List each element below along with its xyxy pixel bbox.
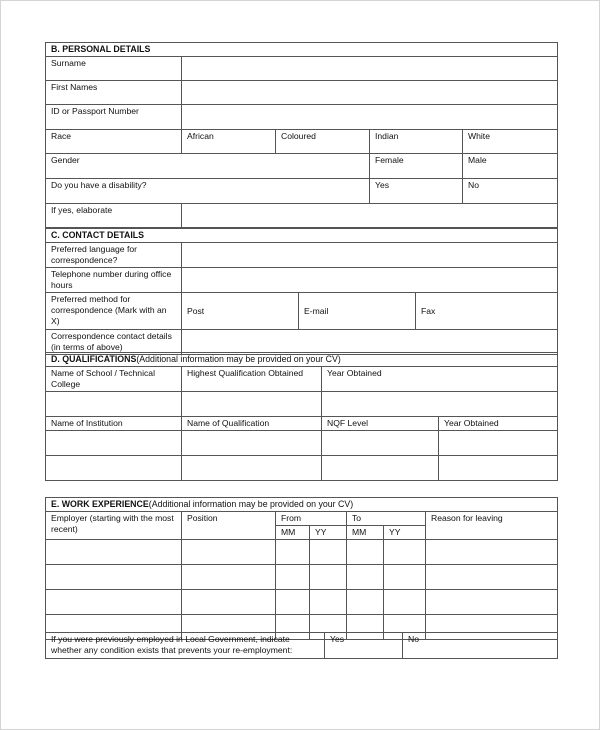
nqf-field-1[interactable] (322, 431, 439, 456)
correspondence-details-label: Correspondence contact details (in terms of above) (46, 330, 182, 355)
from-yy-field-3[interactable] (310, 590, 347, 615)
qualifications-table (45, 352, 558, 481)
to-mm-field-1[interactable] (347, 540, 384, 565)
method-option-post[interactable]: Post (182, 293, 299, 330)
from-mm-field-3[interactable] (276, 590, 310, 615)
reason-field-3[interactable] (426, 590, 558, 615)
gender-option-female[interactable]: Female (370, 154, 463, 179)
year-field-1[interactable] (439, 431, 558, 456)
institution-field-1[interactable] (46, 431, 182, 456)
position-field-3[interactable] (182, 590, 276, 615)
highest-qualification-header: Highest Qualification Obtained (182, 367, 322, 392)
local-government-no[interactable]: No (403, 633, 558, 659)
local-government-yes[interactable]: Yes (325, 633, 403, 659)
from-header: From (276, 512, 347, 526)
to-yy-field-3[interactable] (384, 590, 426, 615)
id-passport-field[interactable] (182, 105, 558, 130)
year-obtained-field[interactable] (322, 392, 558, 417)
race-option-white[interactable]: White (463, 130, 558, 154)
personal-details-table (45, 42, 558, 228)
work-experience-note: (Additional information may be provided on your CV) (148, 499, 354, 509)
qualification-name-header: Name of Qualification (182, 417, 322, 431)
qualifications-heading (46, 353, 558, 367)
elaborate-label: If yes, elaborate (46, 204, 182, 228)
to-yy-field-1[interactable] (384, 540, 426, 565)
qualification-field-2[interactable] (182, 456, 322, 481)
to-yy-field-2[interactable] (384, 565, 426, 590)
race-option-coloured[interactable]: Coloured (276, 130, 370, 154)
work-experience-table (45, 497, 558, 640)
year-obtained-header: Year Obtained (322, 367, 558, 392)
correspondence-method-label: Preferred method for correspondence (Mark with an X) (46, 293, 182, 330)
to-yy-header: YY (384, 526, 426, 540)
telephone-field[interactable] (182, 268, 558, 293)
reason-field-2[interactable] (426, 565, 558, 590)
contact-details-table (45, 228, 558, 355)
correspondence-details-field[interactable] (182, 330, 558, 355)
local-government-question: If you were previously employed in Local Government, indicate whether any condition exists that prevents your re-employment: (46, 633, 325, 659)
nqf-level-header: NQF Level (322, 417, 439, 431)
position-field-1[interactable] (182, 540, 276, 565)
race-label: Race (46, 130, 182, 154)
to-mm-field-2[interactable] (347, 565, 384, 590)
race-option-african[interactable]: African (182, 130, 276, 154)
first-names-field[interactable] (182, 81, 558, 105)
from-mm-field-1[interactable] (276, 540, 310, 565)
personal-details-heading: B. PERSONAL DETAILS (46, 43, 558, 57)
work-experience-heading-title: E. WORK EXPERIENCE (51, 499, 149, 509)
gender-label: Gender (46, 154, 370, 179)
from-yy-field-2[interactable] (310, 565, 347, 590)
employer-field-1[interactable] (46, 540, 182, 565)
surname-field[interactable] (182, 57, 558, 81)
preferred-language-field[interactable] (182, 243, 558, 268)
to-mm-field-3[interactable] (347, 590, 384, 615)
nqf-field-2[interactable] (322, 456, 439, 481)
surname-label: Surname (46, 57, 182, 81)
from-mm-header: MM (276, 526, 310, 540)
qualifications-note: (Additional information may be provided on your CV) (136, 354, 341, 364)
to-header: To (347, 512, 426, 526)
employer-header: Employer (starting with the most recent) (46, 512, 182, 540)
id-passport-label: ID or Passport Number (46, 105, 182, 130)
highest-qualification-field[interactable] (182, 392, 322, 417)
disability-label: Do you have a disability? (46, 179, 370, 204)
school-field[interactable] (46, 392, 182, 417)
school-college-header: Name of School / Technical College (46, 367, 182, 392)
method-option-fax[interactable]: Fax (416, 293, 558, 330)
qualification-field-1[interactable] (182, 431, 322, 456)
employer-field-3[interactable] (46, 590, 182, 615)
telephone-label: Telephone number during office hours (46, 268, 182, 293)
year-obtained-header-2: Year Obtained (439, 417, 558, 431)
reason-field-1[interactable] (426, 540, 558, 565)
gender-option-male[interactable]: Male (463, 154, 558, 179)
from-yy-field-1[interactable] (310, 540, 347, 565)
disability-option-no[interactable]: No (463, 179, 558, 204)
method-option-email[interactable]: E-mail (299, 293, 416, 330)
qualifications-heading-title: D. QUALIFICATIONS (51, 354, 137, 364)
race-option-indian[interactable]: Indian (370, 130, 463, 154)
contact-details-heading: C. CONTACT DETAILS (46, 229, 558, 243)
position-field-2[interactable] (182, 565, 276, 590)
work-experience-heading (46, 498, 558, 512)
employer-field-2[interactable] (46, 565, 182, 590)
first-names-label: First Names (46, 81, 182, 105)
institution-header: Name of Institution (46, 417, 182, 431)
reason-leaving-header: Reason for leaving (426, 512, 558, 540)
local-government-table (45, 632, 558, 659)
from-mm-field-2[interactable] (276, 565, 310, 590)
disability-option-yes[interactable]: Yes (370, 179, 463, 204)
to-mm-header: MM (347, 526, 384, 540)
elaborate-field[interactable] (182, 204, 558, 228)
year-field-2[interactable] (439, 456, 558, 481)
preferred-language-label: Preferred language for correspondence? (46, 243, 182, 268)
from-yy-header: YY (310, 526, 347, 540)
institution-field-2[interactable] (46, 456, 182, 481)
position-header: Position (182, 512, 276, 540)
